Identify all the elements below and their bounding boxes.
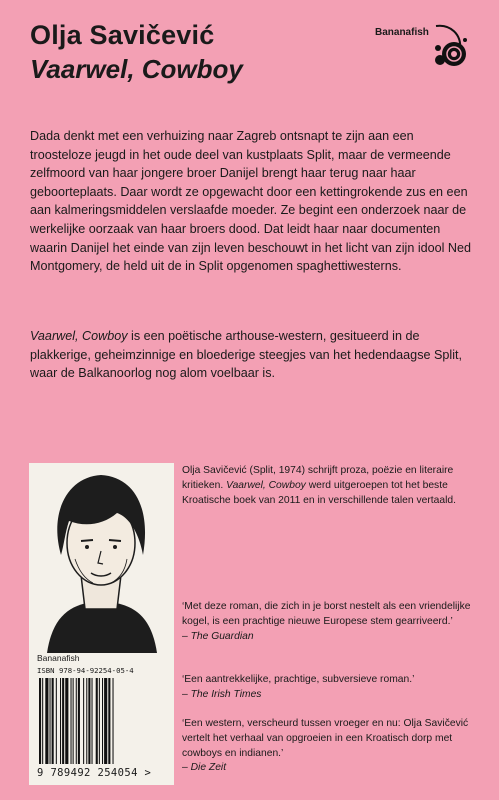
quote-text: ‘Een aantrekkelijke, prachtige, subversieve roman.’ bbox=[182, 674, 415, 685]
isbn-label: ISBN 978-94-92254-05-4 bbox=[37, 666, 134, 675]
review-quote bbox=[182, 673, 482, 703]
barcode-bar bbox=[71, 678, 72, 764]
blurb-paragraph-1: Dada denkt met een verhuizing naar Zagreb ontsnapt te zijn aan een troosteloze jeugd in het oude deel van kustplaats Split, maar de vermeende zelfmoord van haar jongere broer Danijel brengt haar terug naar haar geboorteplaats. Daar wordt ze opgewacht door een kettingrokende zus en een aan kalmeringsmiddelen verslaafde moeder. Ze begint een onderzoek naar de werkelijke oorzaak van haar broers dood. Dat leidt haar naar documenten waarin Danijel het einde van zijn leven beschouwt in het licht van zijn idool Ned Montgomery, de held uit de in Split opgenomen spaghettiwesterns. bbox=[30, 129, 472, 274]
review-quote bbox=[182, 600, 482, 644]
barcode-bar bbox=[73, 678, 74, 764]
barcode-bar bbox=[76, 678, 77, 764]
blurb-paragraph-2-text: is een poëtische arthouse-western, gesitueerd in de plakkerige, geheimzinnige en bloederige steegjes van het hedendaagse Split, waar de Balkanoorlog nog alom voelbaar is. bbox=[30, 329, 462, 381]
barcode-bar bbox=[104, 678, 107, 764]
quote-source: Die Zeit bbox=[190, 762, 227, 774]
author-bio-book-title: Vaarwel, Cowboy bbox=[226, 479, 306, 491]
blurb-book-title: Vaarwel, Cowboy bbox=[30, 329, 128, 343]
quote-dash: – bbox=[182, 688, 191, 700]
author-bio bbox=[182, 464, 482, 508]
isbn-barcode bbox=[37, 678, 165, 768]
author-bio-part-1: Olja Savičević (Split, 1974) schrijft proza, poëzie en literaire kritieken. bbox=[182, 465, 454, 491]
review-quote bbox=[182, 717, 482, 776]
barcode-bar bbox=[56, 678, 57, 764]
book-title: Vaarwel, Cowboy bbox=[30, 54, 243, 84]
author-name: Olja Savičević bbox=[30, 20, 215, 50]
quote-source: The Guardian bbox=[190, 630, 254, 642]
barcode-bar bbox=[78, 678, 80, 764]
quote-text: ‘Met deze roman, die zich in je borst nestelt als een vriendelijke kogel, is een prachtige nieuwe Europese stem gearriveerd.’ bbox=[182, 601, 471, 627]
barcode-bar bbox=[60, 678, 61, 764]
quote-dash: – bbox=[182, 630, 191, 642]
bananafish-logo-icon bbox=[432, 20, 472, 70]
author-portrait bbox=[29, 463, 174, 653]
barcode-bar bbox=[50, 678, 51, 764]
barcode-bar bbox=[62, 678, 64, 764]
barcode-bar bbox=[113, 678, 114, 764]
barcode-bar bbox=[92, 678, 93, 764]
author-bio-part-2: werd uitgeroepen tot het beste Kroatische boek van 2011 en in verschillende talen vertaald. bbox=[182, 479, 456, 506]
portrait-barcode-panel bbox=[29, 463, 174, 785]
barcode-bar bbox=[102, 678, 103, 764]
barcode-bar bbox=[42, 678, 43, 764]
blurb-paragraph-2 bbox=[30, 327, 475, 383]
barcode-publisher: Bananafish bbox=[37, 653, 80, 663]
barcode-bar bbox=[88, 678, 90, 764]
barcode-bar bbox=[108, 678, 110, 764]
barcode-bar bbox=[86, 678, 87, 764]
barcode-bar bbox=[52, 678, 54, 764]
quote-dash: – bbox=[182, 762, 191, 774]
barcode-bar bbox=[39, 678, 41, 764]
publisher-name: Bananafish bbox=[375, 27, 429, 38]
barcode-bar bbox=[45, 678, 48, 764]
quote-text: ‘Een western, verscheurd tussen vroeger en nu: Olja Savičević vertelt het verhaal van opgroeien in een Kroatisch dorp met cowboys en indianen.’ bbox=[182, 718, 469, 759]
barcode-digits: 9 789492 254054 > bbox=[37, 767, 152, 779]
barcode-bar bbox=[65, 678, 68, 764]
barcode-bar bbox=[83, 678, 84, 764]
barcode-bar bbox=[99, 678, 100, 764]
barcode-bar bbox=[96, 678, 98, 764]
quote-source: The Irish Times bbox=[190, 688, 262, 700]
